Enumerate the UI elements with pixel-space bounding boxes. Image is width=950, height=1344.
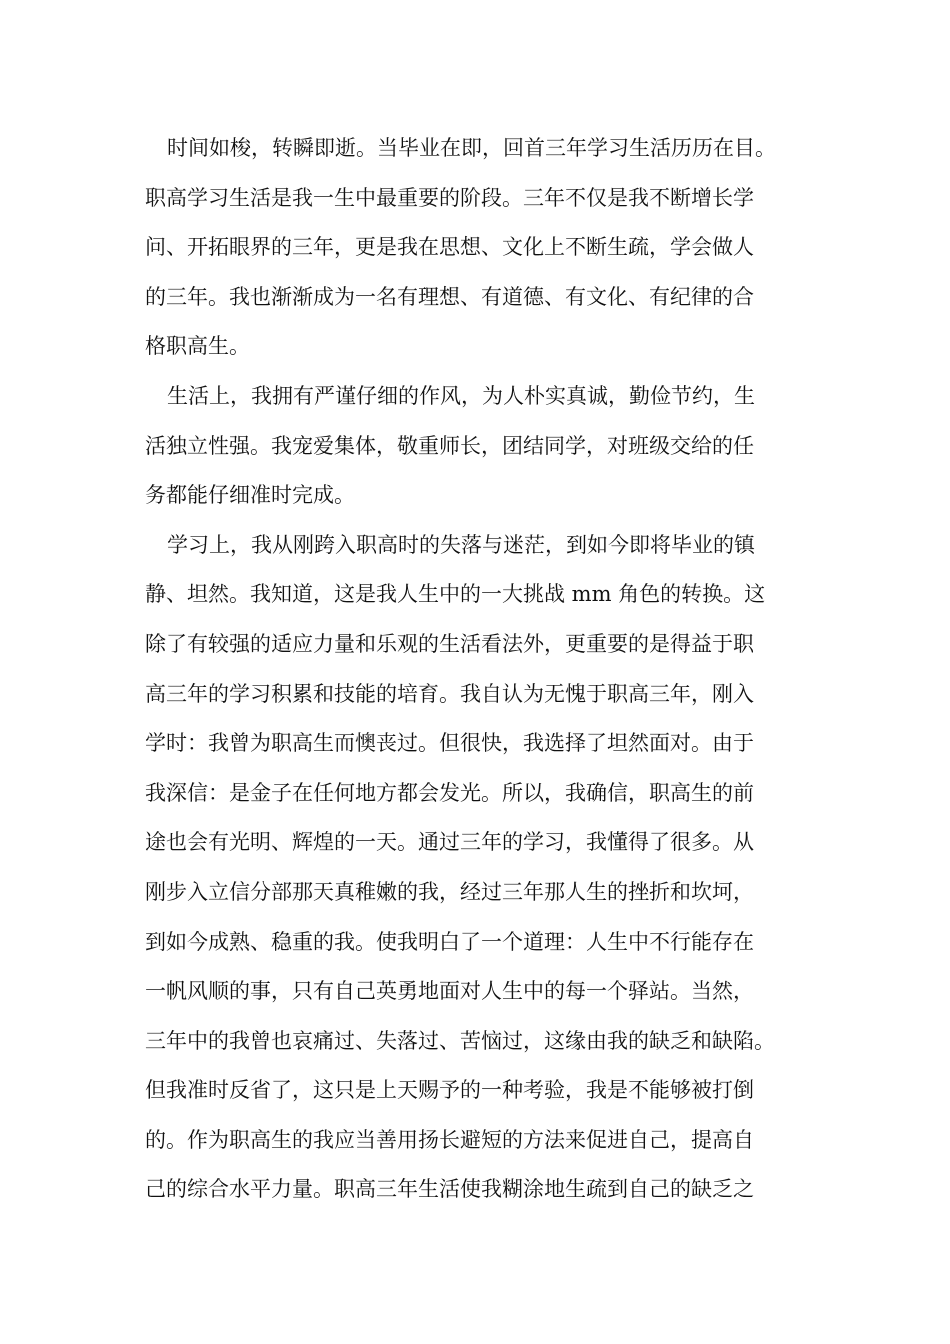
paragraph-3-line-4: 高三年的学习积累和技能的培育。我自认为无愧于职高三年，刚入 bbox=[145, 681, 754, 706]
paragraph-1-line-3: 问、开拓眼界的三年，更是我在思想、文化上不断生疏，学会做人 bbox=[145, 235, 754, 260]
paragraph-3-line-7: 途也会有光明、辉煌的一天。通过三年的学习，我懂得了很多。从 bbox=[145, 830, 754, 855]
paragraph-3-line-12: 但我准时反省了，这只是上天赐予的一种考验，我是不能够被打倒 bbox=[145, 1078, 754, 1103]
paragraph-1-line-4: 的三年。我也渐渐成为一名有理想、有道德、有文化、有纪律的合 bbox=[145, 284, 754, 309]
paragraph-3-line-14: 己的综合水平力量。职高三年生活使我糊涂地生疏到自己的缺乏之 bbox=[145, 1177, 754, 1202]
paragraph-1-line-1: 时间如梭，转瞬即逝。当毕业在即，回首三年学习生活历历在目。 bbox=[167, 136, 776, 160]
paragraph-3-line-10: 一帆风顺的事，只有自己英勇地面对人生中的每一个驿站。当然， bbox=[145, 979, 754, 1004]
paragraph-2-line-1: 生活上，我拥有严谨仔细的作风，为人朴实真诚，勤俭节约，生 bbox=[167, 383, 755, 408]
paragraph-3-line-8: 刚步入立信分部那天真稚嫩的我，经过三年那人生的挫折和坎坷， bbox=[145, 879, 754, 904]
paragraph-2-line-2: 活独立性强。我宠爱集体，敬重师长，团结同学，对班级交给的任 bbox=[145, 433, 754, 458]
document-body bbox=[145, 124, 835, 1215]
paragraph-3-line-1: 学习上，我从刚跨入职高时的失落与迷茫，到如今即将毕业的镇 bbox=[167, 532, 755, 557]
paragraph-3-line-3: 除了有较强的适应力量和乐观的生活看法外，更重要的是得益于职 bbox=[145, 631, 754, 656]
paragraph-3-line-13: 的。作为职高生的我应当善用扬长避短的方法来促进自己，提高自 bbox=[145, 1127, 754, 1152]
paragraph-2-line-3: 务都能仔细准时完成。 bbox=[145, 483, 355, 508]
paragraph-3-line-5: 学时：我曾为职高生而懊丧过。但很快，我选择了坦然面对。由于 bbox=[145, 731, 754, 756]
paragraph-3-line-6: 我深信：是金子在任何地方都会发光。所以，我确信，职高生的前 bbox=[145, 780, 754, 805]
paragraph-1-line-5: 格职高生。 bbox=[145, 334, 250, 359]
paragraph-3-line-2: 静、坦然。我知道，这是我人生中的一大挑战 mm 角色的转换。这 bbox=[145, 582, 766, 607]
paragraph-1-line-2: 职高学习生活是我一生中最重要的阶段。三年不仅是我不断增长学 bbox=[145, 185, 754, 210]
paragraph-3-line-9: 到如今成熟、稳重的我。使我明白了一个道理：人生中不行能存在 bbox=[145, 929, 754, 954]
paragraph-3-line-11: 三年中的我曾也哀痛过、失落过、苦恼过，这缘由我的缺乏和缺陷。 bbox=[145, 1028, 775, 1053]
